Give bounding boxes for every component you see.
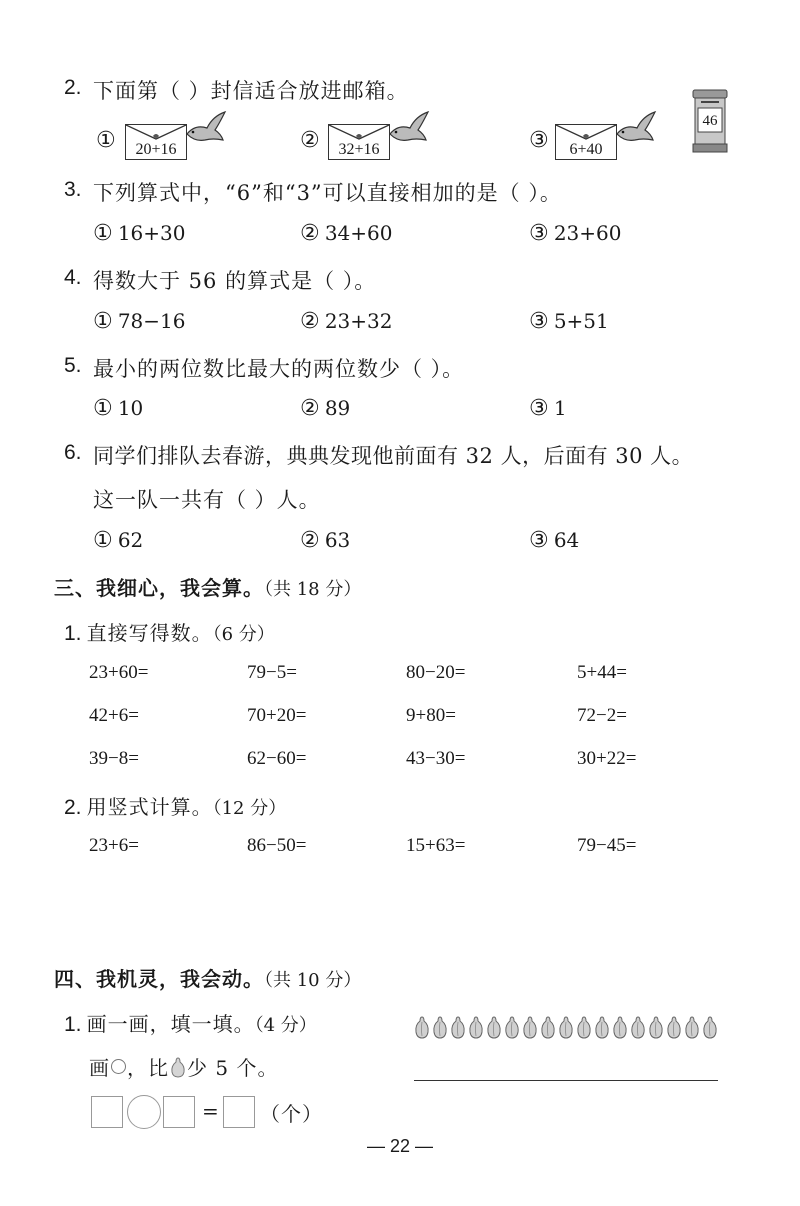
- q2-option-1-value: 20+16: [135, 141, 177, 158]
- q6-text: 同学们排队去春游，典典发现他前面有 32 人，后面有 30 人。: [93, 444, 694, 468]
- option-marker: ②: [300, 396, 320, 421]
- answer-box-1[interactable]: [91, 1096, 123, 1128]
- q6-option-1: [93, 528, 143, 553]
- sub1-score: （4 分）: [254, 1015, 317, 1036]
- answer-box-2[interactable]: [163, 1096, 195, 1128]
- option-value: 23+32: [324, 309, 393, 333]
- dove-icon: [386, 110, 430, 146]
- pear-icon: [596, 1017, 608, 1038]
- calc-item: 5+44=: [577, 662, 627, 683]
- pear-icon: [452, 1017, 464, 1038]
- q6-text-line2: 这一队一共有（ ）人。: [93, 488, 321, 512]
- pear-icon: [524, 1017, 536, 1038]
- pear-icon: [632, 1017, 644, 1038]
- section-3-sub2-heading: [64, 791, 286, 820]
- option-value: 63: [324, 528, 351, 552]
- option-marker: ③: [529, 309, 549, 334]
- pear-icon: [434, 1017, 446, 1038]
- q5-option-3: [529, 396, 567, 421]
- draw-instruction: [89, 1052, 278, 1081]
- pear-icon: [470, 1017, 482, 1038]
- equals-sign: =: [202, 1099, 219, 1123]
- q2-option-3-value: 6+40: [569, 141, 603, 158]
- q3-number: 3.: [64, 178, 82, 201]
- q2-option-2-value: 32+16: [338, 141, 380, 158]
- q2-text: 下面第（ ）封信适合放进邮箱。: [93, 79, 409, 103]
- q2-option-1-marker: ①: [96, 128, 116, 153]
- q4-option-1: [93, 309, 185, 334]
- calc-item: 39−8=: [89, 748, 139, 769]
- page-number: — 22 —: [366, 1136, 434, 1156]
- instr-less: 少 5 个。: [187, 1056, 279, 1080]
- unit-label: （个）: [260, 1102, 323, 1126]
- pear-row: [410, 1013, 720, 1043]
- dove-icon: [613, 110, 657, 146]
- section-4-score: （共 10 分）: [264, 970, 362, 991]
- pear-icon: [416, 1017, 428, 1038]
- option-marker: ③: [529, 396, 549, 421]
- section-3-heading: [54, 572, 361, 601]
- option-marker: ③: [529, 528, 549, 553]
- option-value: 1: [553, 396, 567, 420]
- pear-icon: [614, 1017, 626, 1038]
- pear-icon: [578, 1017, 590, 1038]
- calc-item: 80−20=: [406, 662, 466, 683]
- vertical-calc-item: 86−50=: [247, 835, 307, 856]
- q4-option-3: [529, 309, 609, 334]
- q5-text: 最小的两位数比最大的两位数少（ ）。: [93, 357, 465, 381]
- calc-item: 70+20=: [247, 705, 307, 726]
- section-3-title: 三、我细心，我会算。: [54, 576, 264, 600]
- q2-option-2-marker: ②: [300, 128, 320, 153]
- instr-draw: 画: [89, 1056, 110, 1080]
- sub1-number: 1.: [64, 622, 82, 645]
- q2-number: 2.: [64, 76, 82, 99]
- mailbox: [691, 88, 729, 154]
- q3-option-2: [300, 221, 392, 246]
- pear-icon: [686, 1017, 698, 1038]
- q5-number: 5.: [64, 354, 82, 377]
- mailbox-number: 46: [702, 113, 718, 129]
- calc-item: 79−5=: [247, 662, 297, 683]
- sub1-title: 画一画，填一填。: [86, 1012, 255, 1036]
- circle-icon: [111, 1059, 126, 1074]
- q4-text: 得数大于 56 的算式是（ ）。: [93, 269, 377, 293]
- calc-item: 62−60=: [247, 748, 307, 769]
- option-value: 64: [553, 528, 580, 552]
- option-value: 62: [117, 528, 144, 552]
- option-marker: ②: [300, 221, 320, 246]
- envelope-1: [125, 124, 187, 160]
- calc-item: 23+60=: [89, 662, 149, 683]
- q6-number: 6.: [64, 441, 82, 464]
- pear-icon: [560, 1017, 572, 1038]
- section-3-score: （共 18 分）: [264, 579, 362, 600]
- sub1-title: 直接写得数。: [86, 621, 213, 645]
- sub2-score: （12 分）: [212, 798, 287, 819]
- pear-icon: [650, 1017, 662, 1038]
- vertical-calc-item: 15+63=: [406, 835, 466, 856]
- dove-icon: [183, 110, 227, 146]
- answer-box-3[interactable]: [223, 1096, 255, 1128]
- q6-option-3: [529, 528, 579, 553]
- calc-item: 42+6=: [89, 705, 139, 726]
- option-marker: ①: [93, 221, 113, 246]
- section-4-sub1-heading: [64, 1008, 317, 1037]
- section-4-heading: [54, 963, 361, 992]
- option-value: 34+60: [324, 221, 393, 245]
- pear-icon: [170, 1056, 186, 1078]
- option-marker: ①: [93, 396, 113, 421]
- pear-icon: [506, 1017, 518, 1038]
- option-marker: ③: [529, 221, 549, 246]
- envelope-2: [328, 124, 390, 160]
- q6-option-2: [300, 528, 350, 553]
- option-value: 5+51: [553, 309, 609, 333]
- section-3-sub1-heading: [64, 617, 275, 646]
- operator-circle[interactable]: [127, 1095, 161, 1129]
- calc-item: 43−30=: [406, 748, 466, 769]
- option-marker: ②: [300, 528, 320, 553]
- pear-icon: [488, 1017, 500, 1038]
- option-value: 78−16: [117, 309, 186, 333]
- pear-icon: [668, 1017, 680, 1038]
- pear-icon: [704, 1017, 716, 1038]
- option-value: 16+30: [117, 221, 186, 245]
- option-marker: ①: [93, 309, 113, 334]
- pear-icon: [542, 1017, 554, 1038]
- sub1-number: 1.: [64, 1013, 82, 1036]
- sub2-number: 2.: [64, 796, 82, 819]
- answer-line[interactable]: [414, 1080, 718, 1081]
- envelope-3: [555, 124, 617, 160]
- instr-compare: ，比: [127, 1056, 169, 1080]
- q5-option-1: [93, 396, 143, 421]
- option-value: 23+60: [553, 221, 622, 245]
- option-marker: ②: [300, 309, 320, 334]
- calc-item: 72−2=: [577, 705, 627, 726]
- sub1-score: （6 分）: [212, 624, 275, 645]
- q5-option-2: [300, 396, 350, 421]
- q3-text: 下列算式中，“6”和“3”可以直接相加的是（ ）。: [93, 181, 562, 205]
- q4-number: 4.: [64, 266, 82, 289]
- sub2-title: 用竖式计算。: [86, 795, 213, 819]
- option-marker: ①: [93, 528, 113, 553]
- vertical-calc-item: 79−45=: [577, 835, 637, 856]
- calc-item: 9+80=: [406, 705, 456, 726]
- q3-option-3: [529, 221, 621, 246]
- calc-item: 30+22=: [577, 748, 637, 769]
- q2-option-3-marker: ③: [529, 128, 549, 153]
- section-4-title: 四、我机灵，我会动。: [54, 967, 264, 991]
- q3-option-1: [93, 221, 185, 246]
- option-value: 10: [117, 396, 144, 420]
- option-value: 89: [324, 396, 351, 420]
- vertical-calc-item: 23+6=: [89, 835, 139, 856]
- q4-option-2: [300, 309, 392, 334]
